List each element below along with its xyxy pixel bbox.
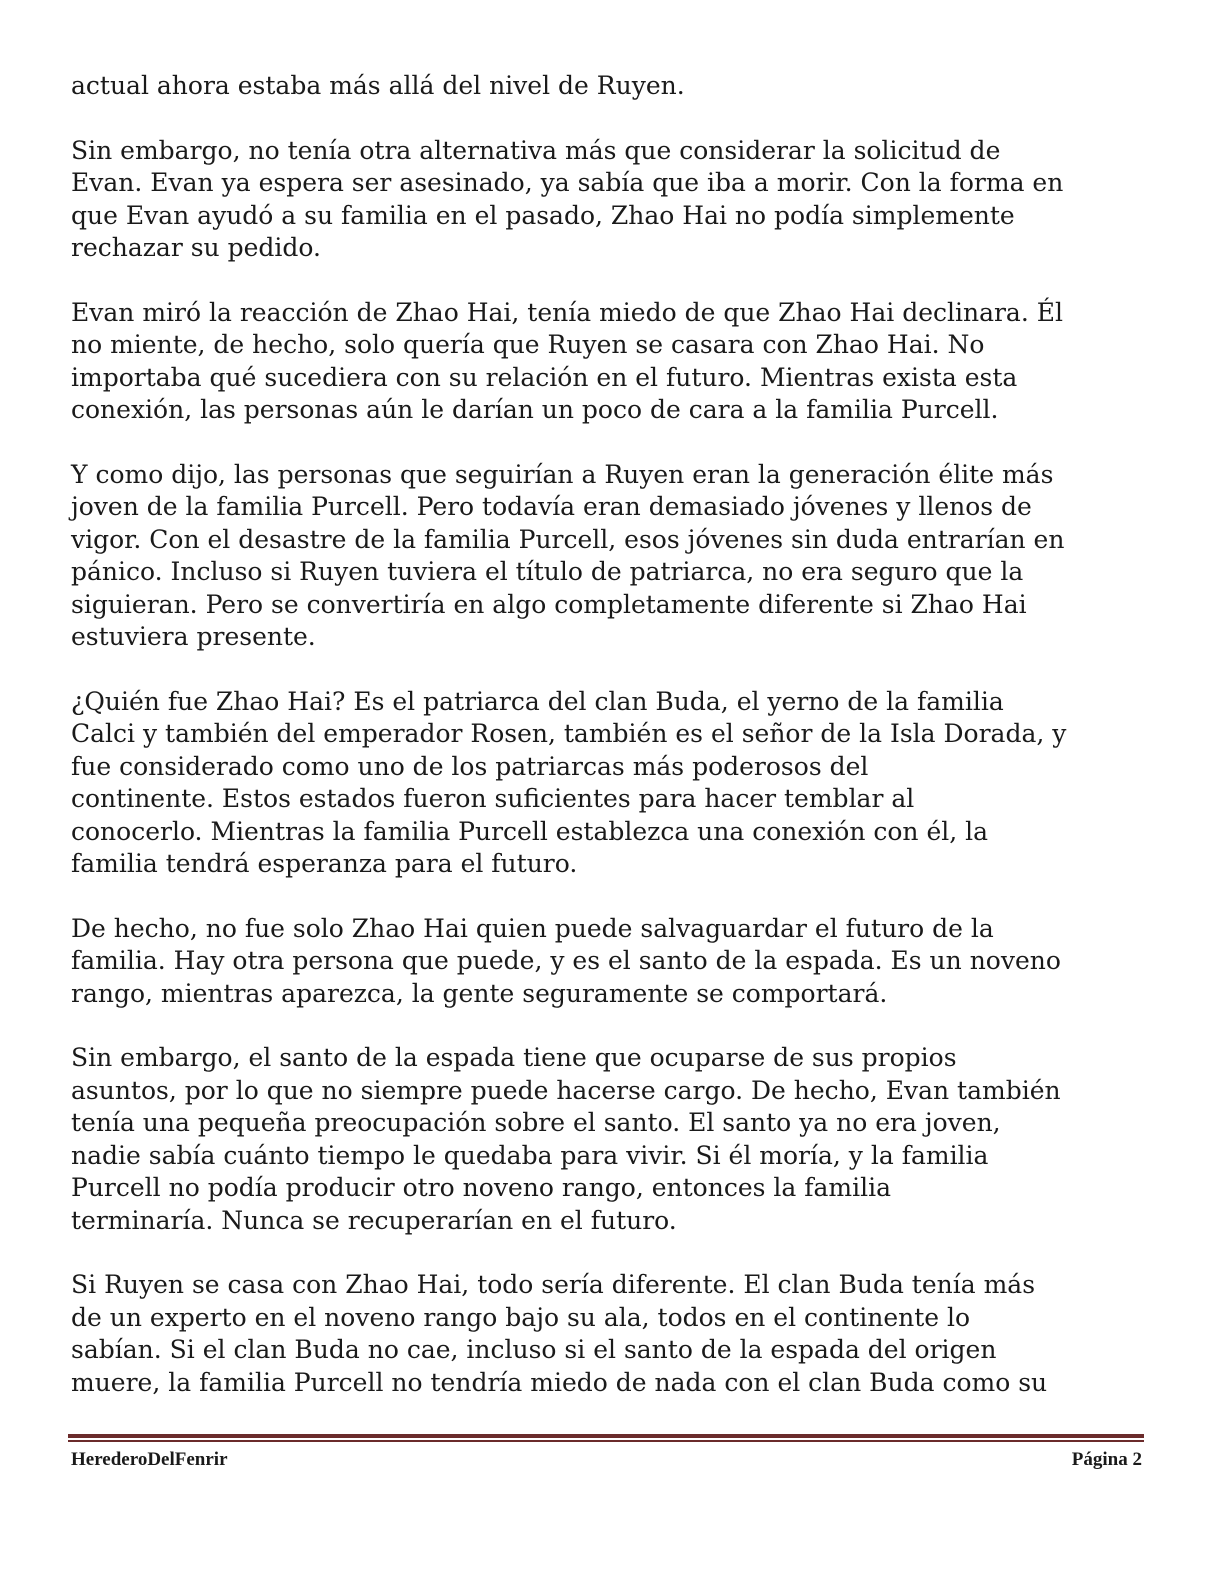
text-line: Sin embargo, el santo de la espada tiene que ocuparse de sus propios [71, 1043, 957, 1072]
text-line: De hecho, no fue solo Zhao Hai quien puede salvaguardar el futuro de la [71, 913, 994, 943]
text-line: tenía una pequeña preocupación sobre el santo. El santo ya no era joven, [71, 1108, 1001, 1137]
paragraph [71, 1269, 1156, 1399]
text-line: Calci y también del emperador Rosen, también es el señor de la Isla Dorada, y [71, 719, 1067, 748]
paragraph [71, 297, 1156, 427]
text-line: Sin embargo, no tenía otra alternativa más que considerar la solicitud de [71, 135, 1001, 165]
text-line: joven de la familia Purcell. Pero todavía eran demasiado jóvenes y llenos de [71, 492, 1032, 521]
footer-rule-thick [68, 1434, 1144, 1438]
paragraph [71, 70, 1156, 103]
text-line: continente. Estos estados fueron suficientes para hacer temblar al [71, 784, 915, 813]
text-line: muere, la familia Purcell no tendría miedo de nada con el clan Buda como su [71, 1367, 1048, 1397]
paragraph [71, 135, 1156, 265]
paragraph [71, 913, 1156, 1011]
text-line: pánico. Incluso si Ruyen tuviera el título de patriarca, no era seguro que la [71, 557, 1024, 586]
text-line: de un experto en el noveno rango bajo su ala, todos en el continente lo [71, 1302, 971, 1332]
footer-rule [68, 1434, 1144, 1443]
text-line: asuntos, por lo que no siempre puede hacerse cargo. De hecho, Evan también [71, 1075, 1061, 1105]
text-line: terminaría. Nunca se recuperarían en el futuro. [71, 1205, 677, 1235]
text-line: rechazar su pedido. [71, 233, 321, 262]
paragraph [71, 686, 1156, 881]
text-line: fue considerado como uno de los patriarcas más poderosos del [71, 751, 869, 781]
body-text [71, 70, 1156, 1431]
text-line: siguieran. Pero se convertiría en algo completamente diferente si Zhao Hai [71, 589, 1027, 619]
text-line: actual ahora estaba más allá del nivel de Ruyen. [71, 71, 685, 100]
text-line: Evan miró la reacción de Zhao Hai, tenía miedo de que Zhao Hai declinara. Él [71, 297, 1063, 327]
footer-rule-thin [68, 1440, 1144, 1442]
text-line: familia. Hay otra persona que puede, y es el santo de la espada. Es un noveno [71, 946, 1061, 975]
text-line: no miente, de hecho, solo quería que Ruyen se casara con Zhao Hai. No [71, 330, 985, 359]
text-line: conexión, las personas aún le darían un poco de cara a la familia Purcell. [71, 395, 999, 424]
footer-author: HerederoDelFenrir [71, 1449, 228, 1470]
text-line: Purcell no podía producir otro noveno rango, entonces la familia [71, 1173, 892, 1202]
paragraph [71, 459, 1156, 654]
text-line: importaba qué sucediera con su relación en el futuro. Mientras exista esta [71, 362, 1018, 392]
text-line: ¿Quién fue Zhao Hai? Es el patriarca del clan Buda, el yerno de la familia [71, 686, 1004, 716]
text-line: que Evan ayudó a su familia en el pasado, Zhao Hai no podía simplemente [71, 200, 1015, 230]
text-line: estuviera presente. [71, 622, 316, 651]
footer-page-number: Página 2 [1071, 1449, 1142, 1470]
text-line: Y como dijo, las personas que seguirían a Ruyen eran la generación élite más [71, 459, 1054, 489]
text-line: familia tendrá esperanza para el futuro. [71, 849, 578, 878]
text-line: vigor. Con el desastre de la familia Purcell, esos jóvenes sin duda entrarían en [71, 524, 1065, 554]
text-line: Si Ruyen se casa con Zhao Hai, todo sería diferente. El clan Buda tenía más [71, 1270, 1036, 1299]
paragraph [71, 1042, 1156, 1237]
text-line: conocerlo. Mientras la familia Purcell establezca una conexión con él, la [71, 816, 989, 846]
text-line: nadie sabía cuánto tiempo le quedaba para vivir. Si él moría, y la familia [71, 1140, 989, 1170]
text-line: rango, mientras aparezca, la gente seguramente se comportará. [71, 978, 888, 1008]
text-line: Evan. Evan ya espera ser asesinado, ya sabía que iba a morir. Con la forma en [71, 168, 1064, 197]
text-line: sabían. Si el clan Buda no cae, incluso si el santo de la espada del origen [71, 1335, 997, 1364]
